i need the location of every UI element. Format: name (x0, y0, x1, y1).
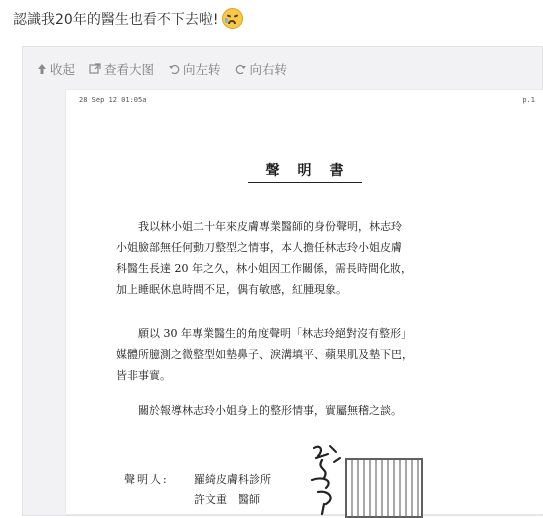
rotate-left-label: 向左转 (183, 62, 221, 77)
rotate-left-icon (168, 63, 180, 75)
document-title (66, 160, 543, 183)
signature-block (124, 470, 271, 510)
paragraph-1 (116, 216, 517, 300)
clinic-name: 羅綺皮膚科診所 (194, 473, 271, 486)
rotate-right-button[interactable] (235, 60, 288, 78)
declarant-label: 聲明人: (124, 473, 169, 486)
arrow-up-icon (37, 63, 47, 75)
view-large-label: 查看大图 (104, 62, 155, 77)
paragraph-line: 加上睡眠休息時間不足，偶有敏感，紅腫現象。 (116, 283, 347, 296)
paragraph-line: 皆非事實。 (116, 369, 171, 382)
post-text (13, 8, 243, 29)
fax-timestamp: 28 Sep 12 01:05a (79, 96, 147, 104)
paragraph-2 (116, 323, 517, 386)
paragraph-line: 願以 30 年專業醫生的角度聲明「林志玲絕對沒有整形」 (138, 327, 412, 340)
declaration-document-image[interactable] (66, 90, 543, 514)
external-view-icon (89, 63, 101, 75)
paragraph-line: 小姐臉部無任何動刀整型之情事，本人擔任林志玲小姐皮膚 (116, 241, 402, 254)
rotate-right-label: 向右转 (249, 62, 288, 77)
paragraph-line: 科醫生長達 20 年之久，林小姐因工作關係，需長時間化妝， (116, 262, 412, 275)
handwritten-signature (306, 440, 346, 516)
paragraph-3 (116, 400, 517, 421)
doctor-name: 許文重 醫師 (194, 493, 260, 506)
fax-header (79, 96, 146, 104)
collapse-button[interactable] (37, 60, 75, 78)
fax-page-number: p.1 (522, 96, 535, 104)
rotate-left-button[interactable] (168, 60, 221, 78)
view-large-button[interactable] (89, 60, 154, 78)
official-seal (345, 458, 423, 518)
paragraph-line: 我以林小姐二十年來皮膚專業醫師的身份聲明，林志玲 (138, 220, 402, 233)
post-message: 認識我20年的醫生也看不下去啦! (13, 11, 219, 28)
image-toolbar (37, 60, 287, 78)
document-title-text: 聲明書 (248, 160, 362, 183)
paragraph-line: 關於報導林志玲小姐身上的整形情事，實屬無稽之談。 (138, 404, 402, 417)
collapse-label: 收起 (50, 62, 76, 77)
crying-face-icon (222, 8, 243, 29)
rotate-right-icon (235, 63, 247, 75)
paragraph-line: 媒體所臆測之微整型如墊鼻子、淚溝填平、蘋果肌及墊下巴， (116, 348, 413, 361)
